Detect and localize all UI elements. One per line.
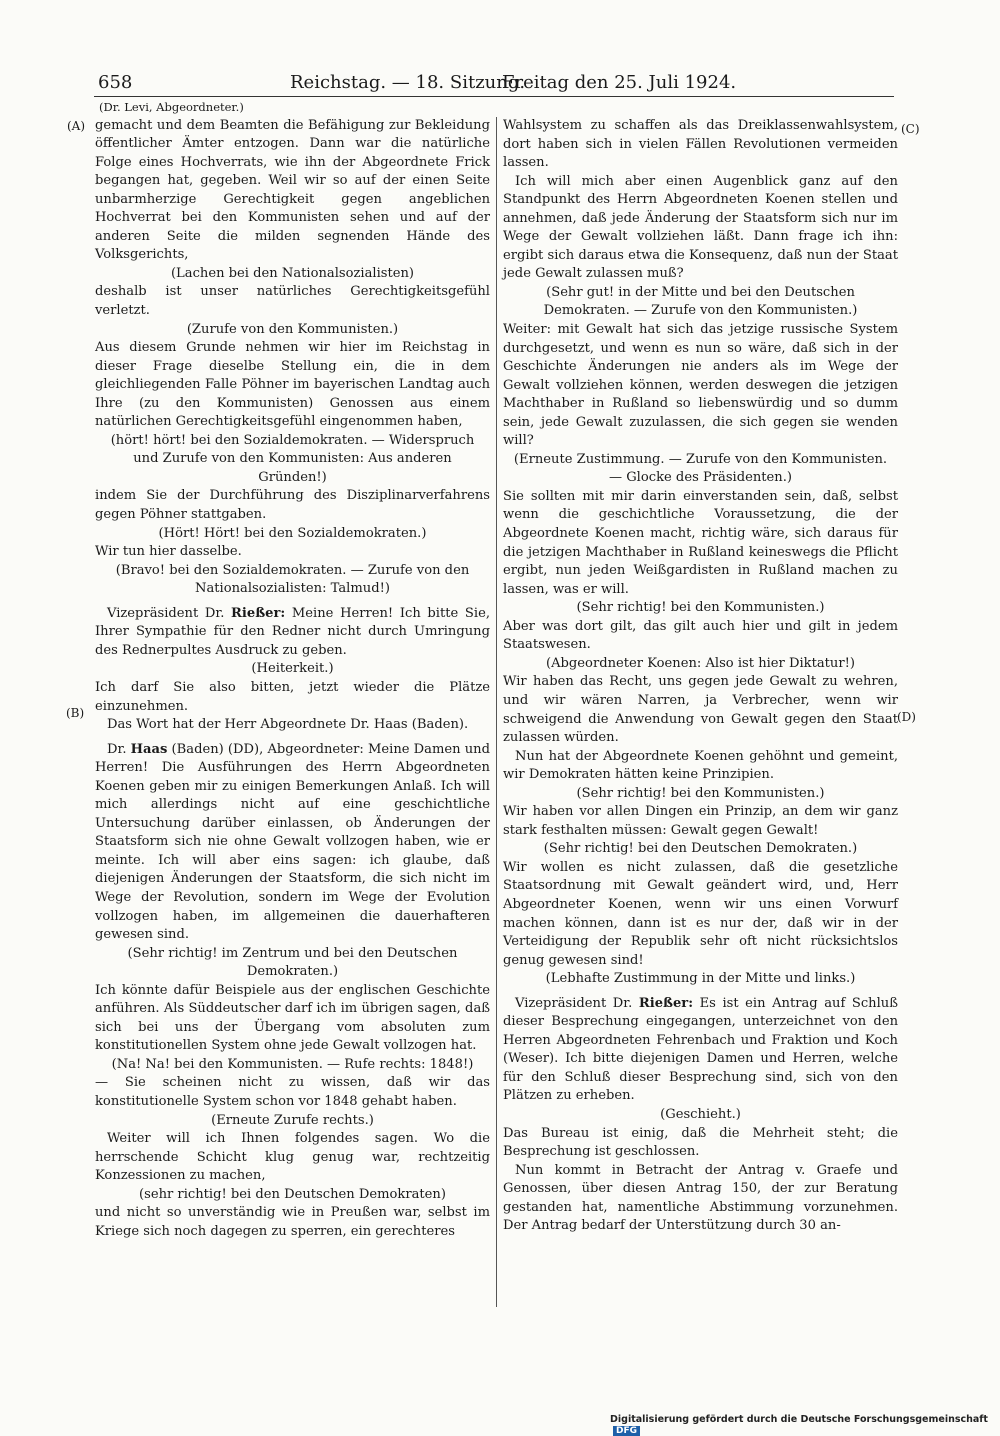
header-rule — [94, 96, 894, 97]
paragraph: Das Bureau ist einig, daß die Mehrheit steht; die Besprechung ist geschlossen. — [503, 1125, 898, 1160]
paragraph: Wahlsystem zu schaffen als das Dreiklassenwahlsystem, dort haben sich in vielen Fällen Revolutionen vermeiden lassen. — [503, 118, 898, 171]
margin-marker-d: (D) — [897, 710, 916, 724]
session-date: Freitag den 25. Juli 1924. — [502, 72, 737, 93]
running-header — [92, 72, 892, 96]
paragraph: — Sie scheinen nicht zu wissen, daß wir das konstitutionelle System schon vor 1848 gehabt haben. — [95, 1075, 490, 1109]
paragraph: und nicht so unverständig wie in Preußen war, selbst im Kriege sich noch dagegen zu sperren, ein gerechteres — [95, 1205, 490, 1239]
paragraph: Das Wort hat der Herr Abgeordnete Dr. Haas (Baden). — [107, 717, 469, 733]
speaker-title: Dr. — [107, 741, 127, 757]
paragraph: Weiter: mit Gewalt hat sich das jetzige russische System durchgesetzt, und wenn es nun so wäre, daß sich in der Geschichte Änderungen nie anders als im Wege der Gewalt vollziehen können, werden deswegen die jetzigen Machthaber in Rußland so liebenswürdig und so dumm sein, jede Gewalt zuzulassen, die sich gegen sie wenden will? — [503, 322, 898, 449]
paragraph: indem Sie der Durchführung des Disziplinarverfahrens gegen Pöhner stattgaben. — [95, 488, 490, 523]
interjection: (Hört! Hört! bei den Sozialdemokraten.) — [158, 525, 427, 541]
speech-text: (Baden) (DD), Abgeordneter: Meine Damen und Herren! Die Ausführungen des Herrn Abgeordneten Koenen geben mir zu einigen Bemerkungen Anlaß. Ich will mich allerdings nicht auf eine geschichtliche Untersuchung darüber einlassen, ob Änderungen der Staatsform sich nie ohne Gewalt vollzogen haben, wie er meinte. Ich will aber eins sagen: ich glaube, daß diejenigen Änderungen der Staatsform, die sich nicht im Wege der Revolution, sondern im Wege der Evolution vollzogen haben, im allgemeinen die dauerhafteren gewesen sind. — [95, 741, 490, 943]
interjection: (Sehr richtig! bei den Deutschen Demokraten.) — [543, 841, 858, 857]
speaker-paragraph — [95, 605, 490, 661]
interjection: (Sehr richtig! im Zentrum und bei den Deutschen Demokraten.) — [127, 945, 458, 980]
interjection: (Abgeordneter Koenen: Also ist hier Diktatur!) — [545, 655, 855, 671]
interjection: (Sehr gut! in der Mitte und bei den Deutschen Demokraten. — Zurufe von den Kommunisten.) — [543, 284, 858, 319]
session-title: Reichstag. — 18. Sitzung. — [290, 72, 526, 93]
margin-marker-c: (C) — [901, 122, 920, 136]
paragraph: Wir haben vor allen Dingen ein Prinzip, an dem wir ganz stark festhalten müssen: Gewalt gegen Gewalt! — [503, 804, 898, 838]
paragraph: Aus diesem Grunde nehmen wir hier im Reichstag in dieser Frage dieselbe Stellung ein, die in dem gleichliegenden Falle Pöhner im bayerischen Landtag auch Ihre (zu den Kommunisten) Genossen aus einem natürlichen Gerechtigkeitsgefühl eingenommen haben, — [95, 340, 490, 430]
speaker-name: Rießer: — [231, 605, 286, 621]
paragraph: Wir tun hier dasselbe. — [95, 544, 242, 560]
interjection: (hört! hört! bei den Sozialdemokraten. — Widerspruch und Zurufe von den Kommunisten: Aus anderen Gründen!) — [110, 432, 475, 485]
margin-marker-b: (B) — [66, 706, 85, 720]
interjection: (Sehr richtig! bei den Kommunisten.) — [576, 600, 825, 616]
interjection: (sehr richtig! bei den Deutschen Demokraten) — [139, 1186, 446, 1202]
interjection: (Geschieht.) — [660, 1106, 741, 1122]
speaker-paragraph — [95, 741, 490, 945]
left-column — [95, 98, 490, 1241]
speaker-paragraph — [503, 995, 898, 1106]
speaker-continuation-note: (Dr. Levi, Abgeordneter.) — [99, 100, 244, 114]
paragraph: Ich könnte dafür Beispiele aus der englischen Geschichte anführen. Als Süddeutscher darf ich im übrigen sagen, daß sich bei uns der Übergang vom absoluten zum konstitutionellen System ohne jede Gewalt vollzogen hat. — [95, 982, 490, 1054]
speaker-title: Vizepräsident Dr. — [107, 605, 225, 621]
credit-text: Digitalisierung gefördert durch die Deutsche Forschungsgemeinschaft — [610, 1414, 988, 1425]
margin-marker-a: (A) — [67, 119, 86, 133]
interjection: (Lebhafte Zustimmung in der Mitte und links.) — [545, 971, 856, 987]
paragraph: Nun kommt in Betracht der Antrag v. Graefe und Genossen, über diesen Antrag 150, der zur Beratung gestanden hat, namentliche Abstimmung vorzunehmen. Der Antrag bedarf der Unterstützung durch 30 an- — [503, 1162, 898, 1234]
speaker-name: Haas — [130, 741, 168, 757]
speaker-title: Vizepräsident Dr. — [515, 995, 633, 1011]
speech-text: Es ist ein Antrag auf Schluß dieser Besprechung eingegangen, unterzeichnet von den Herren Abgeordneten Fehrenbach und Fraktion und Koch (Weser). Ich bitte diejenigen Damen und Herren, welche für den Schluß dieser Besprechung sind, sich von den Plätzen zu erheben. — [503, 995, 898, 1104]
paragraph: Ich darf Sie also bitten, jetzt wieder die Plätze einzunehmen. — [95, 679, 490, 714]
paragraph: Ich will mich aber einen Augenblick ganz auf den Standpunkt des Herrn Abgeordneten Koenen stellen und annehmen, daß jede Änderung der Staatsform sich nur im Wege der Gewalt vollziehen läßt. Dann frage ich ihn: ergibt sich daraus etwa die Konsequenz, daß nun der Staat jede Gewalt zulassen muß? — [503, 173, 898, 282]
interjection: (Heiterkeit.) — [251, 661, 334, 677]
interjection: (Lachen bei den Nationalsozialisten) — [170, 265, 415, 281]
column-divider — [496, 117, 497, 1307]
digitization-credit — [610, 1414, 1000, 1436]
paragraph: deshalb ist unser natürliches Gerechtigkeitsgefühl verletzt. — [95, 284, 490, 319]
paragraph: Sie sollten mit mir darin einverstanden sein, daß, selbst wenn die geschichtliche Voraussetzung, die der Abgeordnete Koenen macht, richtig wäre, sich daraus für die jetzigen Machthaber in Rußland keineswegs die Pflicht ergibt, nun jeden Weißgardisten in Rußland machen zu lassen, was er will. — [503, 488, 898, 597]
paragraph: Wir wollen es nicht zulassen, daß die gesetzliche Staatsordnung mit Gewalt geändert wird, und, Herr Abgeordneter Koenen, wenn wir uns einen Vorwurf machen können, dann ist es nur der, daß wir in der Verteidigung der Republik sehr oft nicht rücksichtslos genug gewesen sind! — [503, 859, 898, 968]
interjection: (Sehr richtig! bei den Kommunisten.) — [576, 785, 825, 801]
page-number: 658 — [98, 72, 133, 93]
paragraph: Wir haben das Recht, uns gegen jede Gewalt zu wehren, und wir wären Narren, ja Verbrecher, wenn wir schweigend die Anwendung von Gewalt gegen den Staat zulassen würden. — [503, 674, 898, 746]
paragraph: Nun hat der Abgeordnete Koenen gehöhnt und gemeint, wir Demokraten hätten keine Prinzipien. — [503, 748, 898, 783]
right-column — [503, 117, 898, 1236]
interjection: (Erneute Zustimmung. — Zurufe von den Kommunisten. — Glocke des Präsidenten.) — [513, 451, 888, 486]
paragraph: Aber was dort gilt, das gilt auch hier und gilt in jedem Staatswesen. — [503, 618, 898, 653]
paragraph: gemacht und dem Beamten die Befähigung zur Bekleidung öffentlicher Ämter entzogen. Dann war die natürliche Folge eines Hochverrats, wie ihn der Abgeordnete Frick begangen hat, gegeben. Weil wir so auf der einen Seite unbarmherzige Gerechtigkeit gegen angeblichen Hochverrat bei den Kommunisten sehen und auf der anderen Seite die milden segnenden Hände des Volksgerichts, — [95, 117, 490, 263]
interjection: (Zurufe von den Kommunisten.) — [186, 321, 399, 337]
interjection: (Erneute Zurufe rechts.) — [211, 1112, 374, 1128]
speech-text: Meine Herren! Ich bitte Sie, Ihrer Sympathie für den Redner nicht durch Umringung des Rednerpultes Ausdruck zu geben. — [95, 605, 490, 658]
interjection: (Bravo! bei den Sozialdemokraten. — Zurufe von den Nationalsozialisten: Talmud!) — [115, 562, 470, 597]
speaker-name: Rießer: — [638, 995, 694, 1011]
interjection: (Na! Na! bei den Kommunisten. — Rufe rechts: 1848!) — [111, 1056, 474, 1072]
paragraph: Weiter will ich Ihnen folgendes sagen. Wo die herrschende Schicht klug genug war, rechtzeitig Konzessionen zu machen, — [95, 1131, 490, 1184]
dfg-logo: DFG — [613, 1426, 640, 1436]
